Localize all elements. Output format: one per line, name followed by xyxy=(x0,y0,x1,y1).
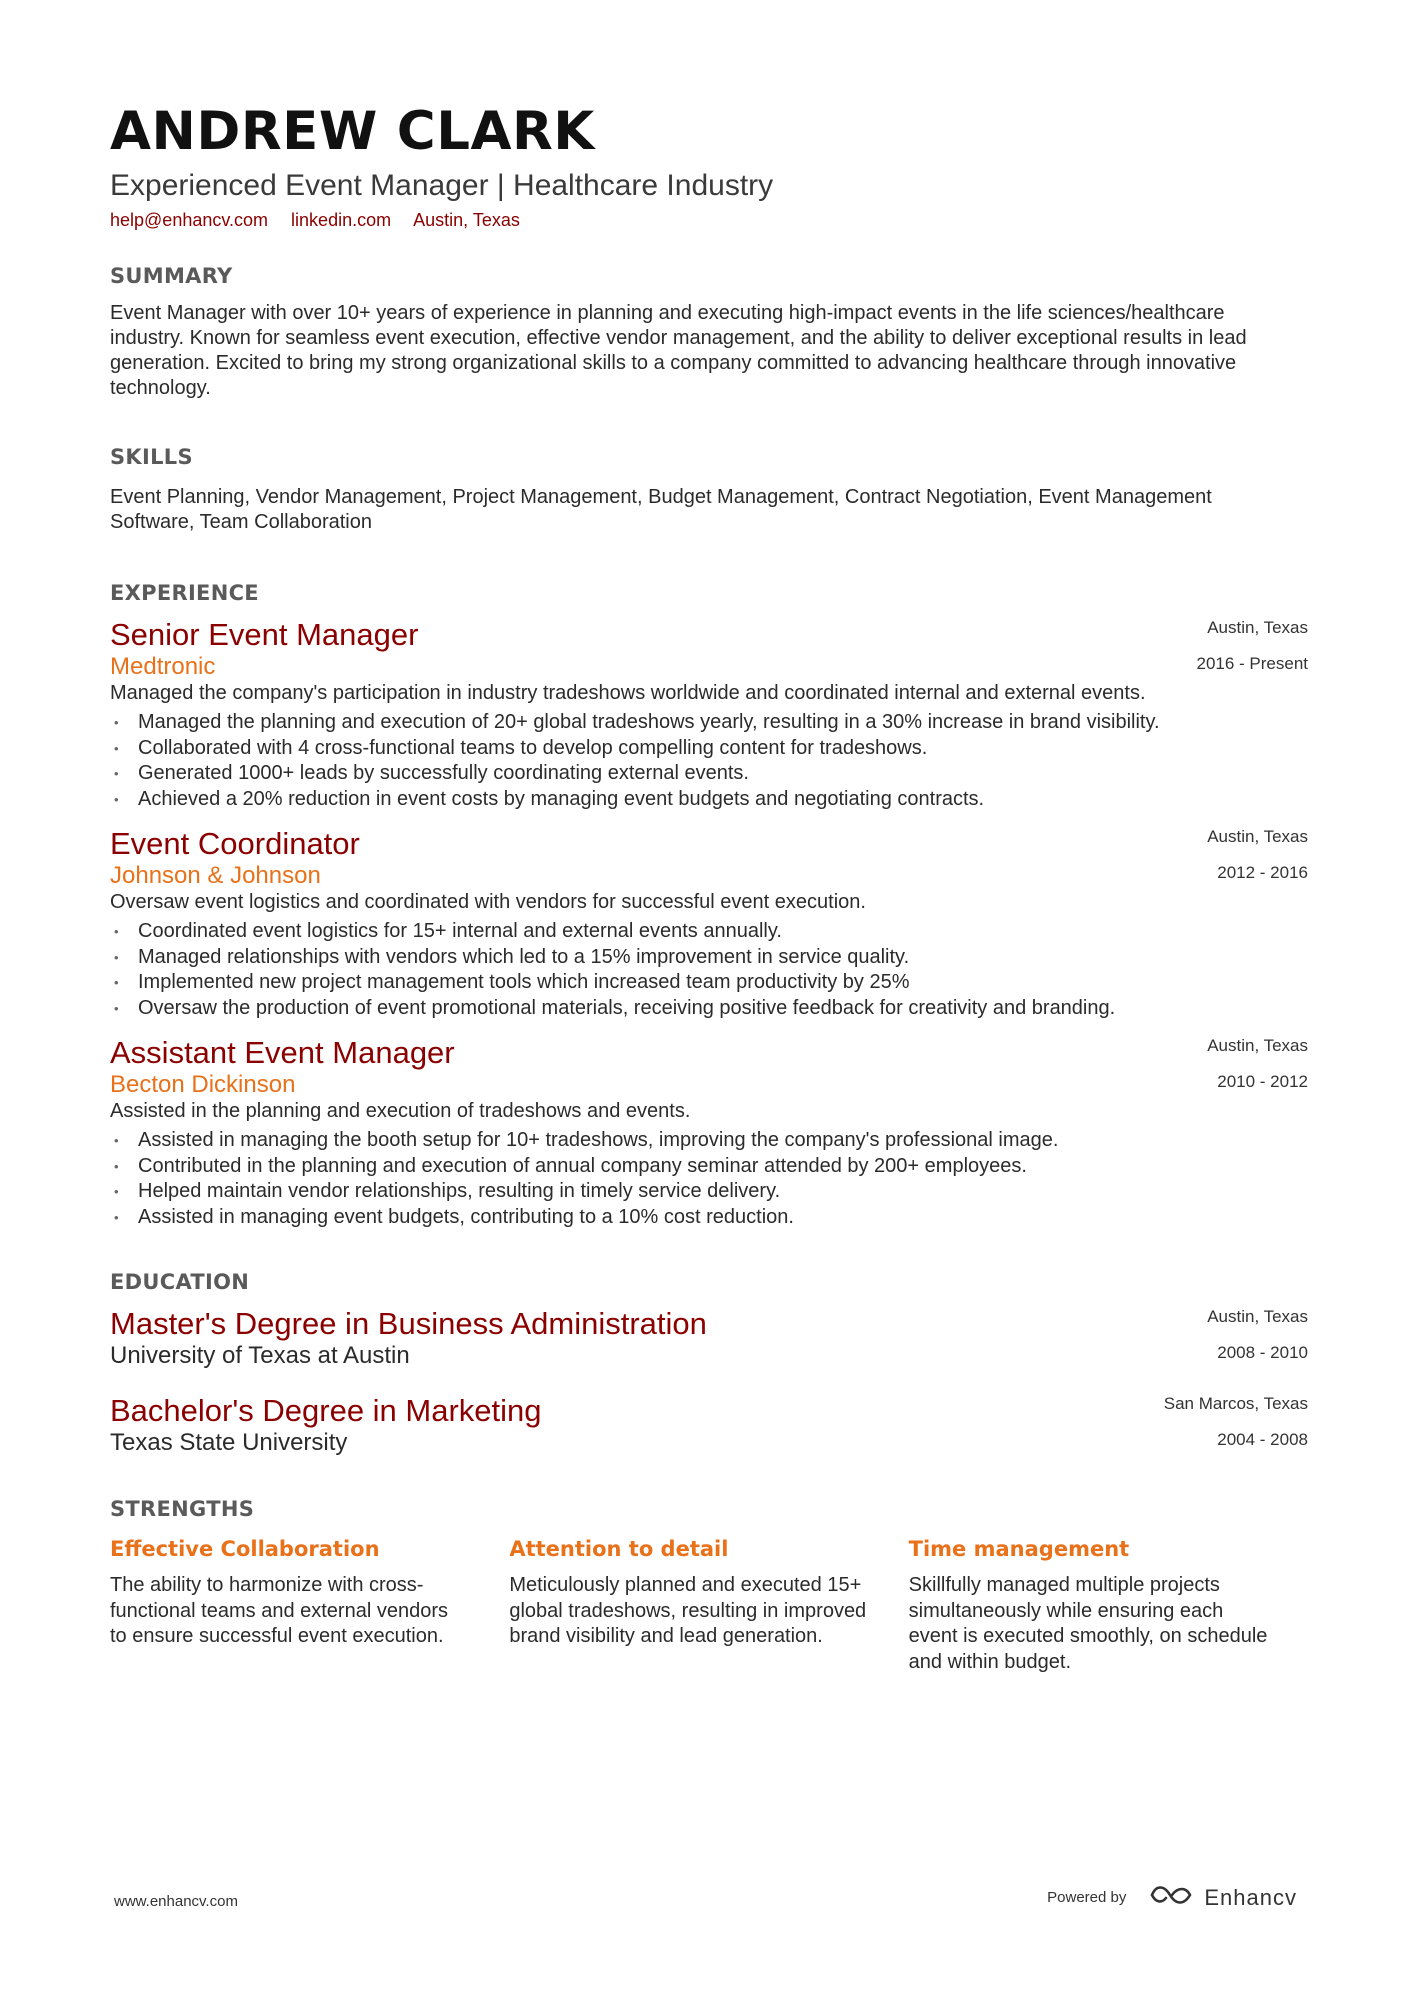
strength-card xyxy=(909,1535,1308,1675)
strength-title: Time management xyxy=(908,1537,1130,1561)
contact-info xyxy=(110,210,1308,231)
experience-entry xyxy=(110,617,1308,812)
job-title: Assistant Event Manager xyxy=(110,1035,455,1070)
candidate-title: Experienced Event Manager | Healthcare Industry xyxy=(110,169,774,202)
education-entry xyxy=(110,1306,1308,1370)
strength-title: Effective Collaboration xyxy=(110,1537,380,1561)
strength-card xyxy=(110,1535,509,1675)
education-section xyxy=(110,1270,1308,1457)
list-item: • Managed the planning and execution of 20+ global tradeshows yearly, resulting in a 30% increase in brand visibility. xyxy=(110,710,1308,736)
degree-title: Bachelor's Degree in Marketing xyxy=(110,1393,542,1428)
candidate-name: ANDREW CLARK xyxy=(110,101,595,162)
strengths-grid xyxy=(110,1535,1308,1675)
brand-name: Enhancv xyxy=(1204,1884,1297,1910)
job-title: Event Coordinator xyxy=(110,826,360,861)
job-summary: Oversaw event logistics and coordinated with vendors for successful event execution. xyxy=(110,891,866,913)
list-item: • Managed relationships with vendors which led to a 15% improvement in service quality. xyxy=(110,945,1308,971)
strength-text: Skillfully managed multiple projects simultaneously while ensuring each event is executed smoothly, on schedule and within budget. xyxy=(908,1574,1268,1673)
contact-location: Austin, Texas xyxy=(413,210,520,230)
school-name: Texas State University xyxy=(110,1429,348,1456)
list-item: • Oversaw the production of event promotional materials, receiving positive feedback for creativity and branding. xyxy=(110,996,1308,1022)
skills-text: Event Planning, Vendor Management, Project Management, Budget Management, Contract Negotiation, Event Management Software, Team Collaboration xyxy=(110,486,1212,533)
job-bullets xyxy=(110,710,1308,812)
company-name: Becton Dickinson xyxy=(110,1071,296,1098)
experience-meta xyxy=(1207,826,1308,884)
list-item: • Contributed in the planning and execution of annual company seminar attended by 200+ employees. xyxy=(110,1154,1308,1180)
list-item: • Coordinated event logistics for 15+ internal and external events annually. xyxy=(110,919,1308,945)
school-name: University of Texas at Austin xyxy=(110,1342,410,1369)
company-name: Johnson & Johnson xyxy=(110,862,321,889)
strength-text: Meticulously planned and executed 15+ global tradeshows, resulting in improved brand visibility and lead generation. xyxy=(509,1574,867,1647)
experience-location: Austin, Texas xyxy=(1207,827,1308,846)
job-bullets xyxy=(110,919,1308,1021)
summary-text: Event Manager with over 10+ years of experience in planning and executing high-impact events in the life sciences/healthcare industry. Known for seamless event execution, effective vendor management, and the ability to deliver exceptional results in lead generation. Excited to bring my strong organizational skills to a company committed to advancing healthcare through innovative technology. xyxy=(110,302,1247,399)
section-heading-strengths: STRENGTHS xyxy=(110,1497,255,1521)
list-item: • Helped maintain vendor relationships, resulting in timely service delivery. xyxy=(110,1179,1308,1205)
section-heading-education: EDUCATION xyxy=(110,1270,250,1294)
contact-linkedin[interactable]: linkedin.com xyxy=(291,210,392,230)
education-dates: 2008 - 2010 xyxy=(1217,1343,1308,1362)
list-item: • Achieved a 20% reduction in event costs by managing event budgets and negotiating contracts. xyxy=(110,787,1308,813)
experience-dates: 2012 - 2016 xyxy=(1217,863,1308,882)
education-dates: 2004 - 2008 xyxy=(1217,1430,1308,1449)
experience-location: Austin, Texas xyxy=(1207,618,1308,637)
resume-page xyxy=(110,100,1308,1675)
list-item: • Collaborated with 4 cross-functional teams to develop compelling content for tradeshows. xyxy=(110,736,1308,762)
experience-entry xyxy=(110,826,1308,1021)
job-summary: Assisted in the planning and execution of tradeshows and events. xyxy=(110,1100,691,1122)
section-heading-summary: SUMMARY xyxy=(110,264,233,288)
experience-location: Austin, Texas xyxy=(1207,1036,1308,1055)
list-item: • Implemented new project management tools which increased team productivity by 25% xyxy=(110,970,1308,996)
job-bullets xyxy=(110,1128,1308,1230)
education-location: San Marcos, Texas xyxy=(1163,1394,1308,1413)
footer-branding xyxy=(1047,1882,1297,1913)
strength-card xyxy=(509,1535,908,1675)
job-summary: Managed the company's participation in industry tradeshows worldwide and coordinated internal and external events. xyxy=(110,682,1146,704)
powered-by-label: Powered by xyxy=(1047,1889,1127,1906)
experience-entry xyxy=(110,1035,1308,1230)
strength-title: Attention to detail xyxy=(509,1537,729,1561)
section-heading-experience: EXPERIENCE xyxy=(110,581,259,605)
contact-email[interactable]: help@enhancv.com xyxy=(110,210,269,230)
education-meta xyxy=(1164,1393,1308,1451)
experience-dates: 2010 - 2012 xyxy=(1217,1072,1308,1091)
list-item: • Assisted in managing event budgets, contributing to a 10% cost reduction. xyxy=(110,1205,1308,1231)
company-name: Medtronic xyxy=(110,653,216,680)
experience-meta xyxy=(1196,617,1308,675)
job-title: Senior Event Manager xyxy=(110,617,419,652)
experience-dates: 2016 - Present xyxy=(1196,654,1308,673)
education-location: Austin, Texas xyxy=(1207,1307,1308,1326)
section-heading-skills: SKILLS xyxy=(110,445,193,469)
footer-website[interactable]: www.enhancv.com xyxy=(114,1893,238,1910)
degree-title: Master's Degree in Business Administration xyxy=(110,1306,707,1341)
list-item: • Assisted in managing the booth setup for 10+ tradeshows, improving the company's professional image. xyxy=(110,1128,1308,1154)
experience-section xyxy=(110,581,1308,1230)
summary-section xyxy=(110,264,1308,401)
strength-text: The ability to harmonize with cross-functional teams and external vendors to ensure successful event execution. xyxy=(110,1574,448,1647)
list-item: • Generated 1000+ leads by successfully coordinating external events. xyxy=(110,761,1308,787)
skills-section xyxy=(110,445,1308,535)
strengths-section xyxy=(110,1497,1308,1675)
education-entry xyxy=(110,1393,1308,1457)
resume-header xyxy=(110,100,1308,231)
enhancv-logo-icon xyxy=(1148,1882,1194,1913)
education-meta xyxy=(1207,1306,1308,1364)
experience-meta xyxy=(1207,1035,1308,1093)
